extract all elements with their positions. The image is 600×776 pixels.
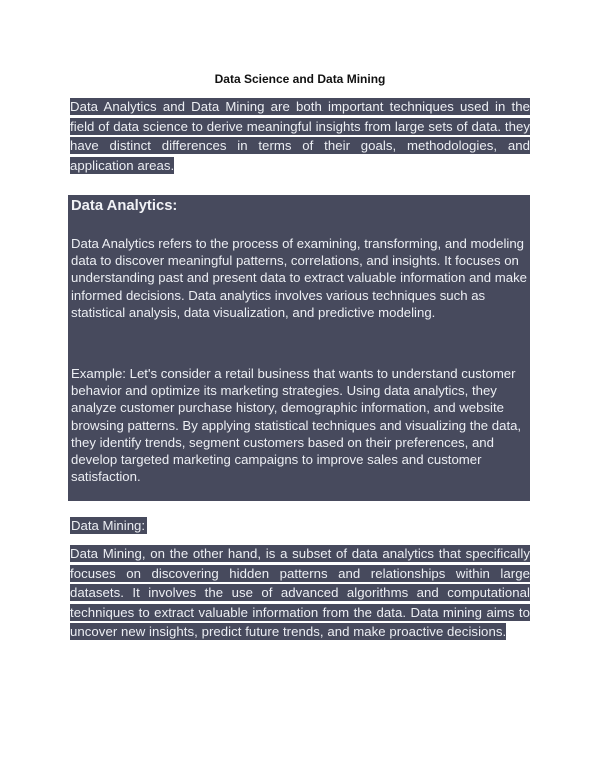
mining-paragraph-text[interactable]: Data Mining, on the other hand, is a subset of data analytics that specifically focuses on discovering hidden patterns and relationships within large datasets. It involves the use of advanced algorithms and computational techniques to extract valuable information from the data. Data mining aims to uncover new insights, predict future trends, and make proactive decisions. [70, 546, 530, 640]
document-title: Data Science and Data Mining [214, 72, 386, 86]
intro-text[interactable]: Data Analytics and Data Mining are both important techniques used in the field of data science to derive meaningful insights from large sets of data. they have distinct differences in terms of their goals, methodologies, and application areas. [70, 99, 530, 173]
mining-heading [70, 516, 147, 535]
intro-paragraph [70, 97, 530, 175]
analytics-heading: Data Analytics: [71, 198, 178, 214]
mining-paragraph [70, 544, 530, 642]
analytics-definition-paragraph: Data Analytics refers to the process of examining, transforming, and modeling data to discover meaningful patterns, correlations, and insights. It focuses on understanding past and present data to extract valuable information and make informed decisions. Data analytics involves various techniques such as statistical analysis, data visualization, and predictive modeling. [71, 236, 527, 320]
mining-heading-text[interactable]: Data Mining: [71, 518, 146, 533]
analytics-example-paragraph: Example: Let's consider a retail business that wants to understand customer behavior and optimize its marketing strategies. Using data analytics, they analyze customer purchase history, demographic information, and website browsing patterns. By applying statistical techniques and visualizing the data, they identify trends, segment customers based on their preferences, and develop targeted marketing campaigns to improve sales and customer satisfaction. [71, 366, 522, 485]
